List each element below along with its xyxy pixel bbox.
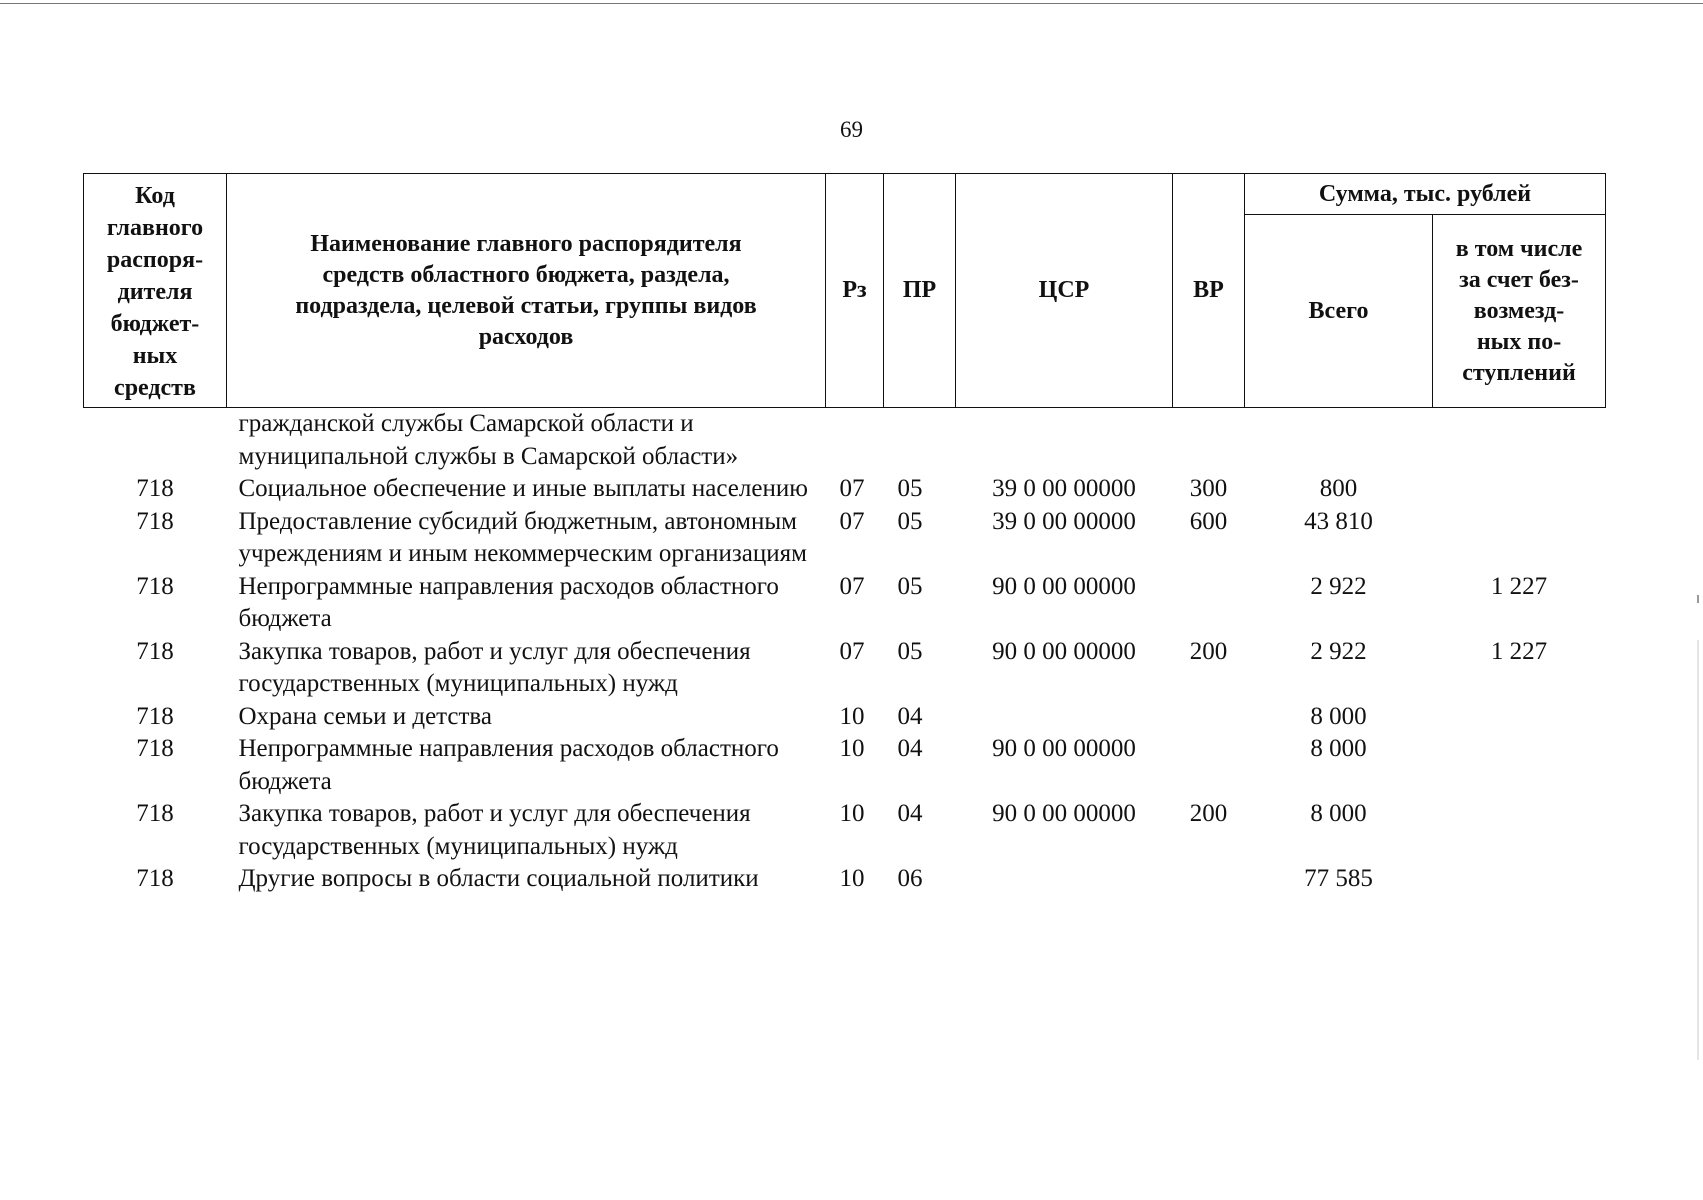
pr-cell: 04 <box>897 735 923 762</box>
vr-cell <box>1173 733 1245 798</box>
header-name: Наименование главного распорядителя средств областного бюджета, раздела, подраздела, целевой статьи, группы видов расходов <box>227 174 826 408</box>
scan-edge-mark <box>1697 640 1699 1060</box>
code-cell: 718 <box>136 637 174 665</box>
free-cell <box>1433 473 1606 506</box>
code-cell: 718 <box>136 572 174 600</box>
code-cell: 718 <box>136 735 174 762</box>
table-body <box>84 408 1606 896</box>
page-number: 69 <box>840 117 863 142</box>
rz-cell: 10 <box>839 800 865 827</box>
free-cell <box>1433 408 1606 474</box>
rz-cell: 10 <box>839 702 865 730</box>
header-vr: ВР <box>1173 174 1245 408</box>
name-cell: Закупка товаров, работ и услуг для обеспечения государственных (муниципальных) нужд <box>238 800 751 860</box>
free-cell <box>1433 506 1606 571</box>
rz-cell: 10 <box>839 735 865 762</box>
pr-cell: 05 <box>897 572 923 600</box>
vr-cell: 600 <box>1189 507 1228 535</box>
name-cell: Социальное обеспечение и иные выплаты населению <box>238 475 808 502</box>
pr-cell <box>884 408 956 474</box>
header-code: Код главного распоря- дителя бюджет- ных средств <box>84 174 227 408</box>
table-row <box>84 473 1606 506</box>
csr-cell: 90 0 00 00000 <box>992 637 1136 665</box>
csr-cell: 90 0 00 00000 <box>992 572 1136 600</box>
total-cell: 8 000 <box>1310 735 1367 762</box>
total-cell: 8 000 <box>1310 800 1367 827</box>
total-cell: 2 922 <box>1310 572 1367 600</box>
pr-cell: 06 <box>897 865 923 892</box>
code-cell: 718 <box>136 702 174 730</box>
name-cell: Охрана семьи и детства <box>238 702 492 730</box>
free-cell <box>1433 701 1606 734</box>
csr-cell: 39 0 00 00000 <box>992 507 1136 535</box>
pr-cell: 05 <box>897 507 923 535</box>
header-rz: Рз <box>826 174 884 408</box>
csr-cell <box>956 701 1173 734</box>
free-cell <box>1433 798 1606 863</box>
code-cell: 718 <box>136 865 174 892</box>
code-cell: 718 <box>136 475 174 502</box>
total-cell: 2 922 <box>1310 637 1367 665</box>
vr-cell: 200 <box>1189 637 1228 665</box>
name-cell: Другие вопросы в области социальной политики <box>238 865 759 892</box>
pr-cell: 05 <box>897 475 923 502</box>
pr-cell: 04 <box>897 800 923 827</box>
pr-cell: 04 <box>897 702 923 730</box>
csr-cell: 39 0 00 00000 <box>992 475 1136 502</box>
free-cell <box>1433 863 1606 896</box>
free-cell <box>1433 733 1606 798</box>
pr-cell: 05 <box>897 637 923 665</box>
header-free: в том числе за счет без- возмезд- ных по- ступлений <box>1433 215 1606 408</box>
table-row <box>84 506 1606 571</box>
free-cell: 1 227 <box>1490 637 1548 665</box>
table-row <box>84 701 1606 734</box>
table-header <box>84 174 1606 408</box>
code-cell: 718 <box>136 800 174 827</box>
table-row <box>84 636 1606 701</box>
rz-cell <box>826 408 884 474</box>
total-cell: 8 000 <box>1310 702 1367 730</box>
scan-top-border <box>0 3 1703 4</box>
name-cell: Предоставление субсидий бюджетным, автономным учреждениям и иным некоммерческим организациям <box>238 507 807 567</box>
rz-cell: 07 <box>839 475 865 502</box>
rz-cell: 07 <box>839 572 865 600</box>
csr-cell <box>956 863 1173 896</box>
free-cell: 1 227 <box>1490 572 1548 600</box>
csr-cell <box>956 408 1173 474</box>
name-cell: гражданской службы Самарской области и муниципальной службы в Самарской области» <box>238 410 739 470</box>
code-cell: 718 <box>136 507 174 535</box>
rz-cell: 07 <box>839 637 865 665</box>
vr-cell <box>1173 863 1245 896</box>
csr-cell: 90 0 00 00000 <box>992 735 1136 762</box>
header-sum: Сумма, тыс. рублей <box>1245 174 1606 215</box>
header-csr: ЦСР <box>956 174 1173 408</box>
vr-cell <box>1173 571 1245 636</box>
budget-table <box>83 173 1606 896</box>
table-row <box>84 733 1606 798</box>
vr-cell: 200 <box>1189 800 1228 827</box>
rz-cell: 07 <box>839 507 865 535</box>
rz-cell: 10 <box>839 865 865 892</box>
table-row <box>84 863 1606 896</box>
name-cell: Непрограммные направления расходов областного бюджета <box>238 572 779 632</box>
code-cell <box>84 408 227 474</box>
scan-edge-mark <box>1697 595 1699 603</box>
header-pr: ПР <box>884 174 956 408</box>
table-row <box>84 408 1606 474</box>
total-cell: 43 810 <box>1304 507 1373 535</box>
name-cell: Закупка товаров, работ и услуг для обеспечения государственных (муниципальных) нужд <box>238 637 751 697</box>
csr-cell: 90 0 00 00000 <box>992 800 1136 827</box>
total-cell <box>1245 408 1433 474</box>
total-cell: 800 <box>1319 475 1358 502</box>
vr-cell <box>1173 408 1245 474</box>
table-row <box>84 798 1606 863</box>
vr-cell: 300 <box>1189 475 1228 502</box>
table-row <box>84 571 1606 636</box>
vr-cell <box>1173 701 1245 734</box>
total-cell: 77 585 <box>1304 865 1373 892</box>
name-cell: Непрограммные направления расходов областного бюджета <box>238 735 779 795</box>
header-total: Всего <box>1245 215 1433 408</box>
